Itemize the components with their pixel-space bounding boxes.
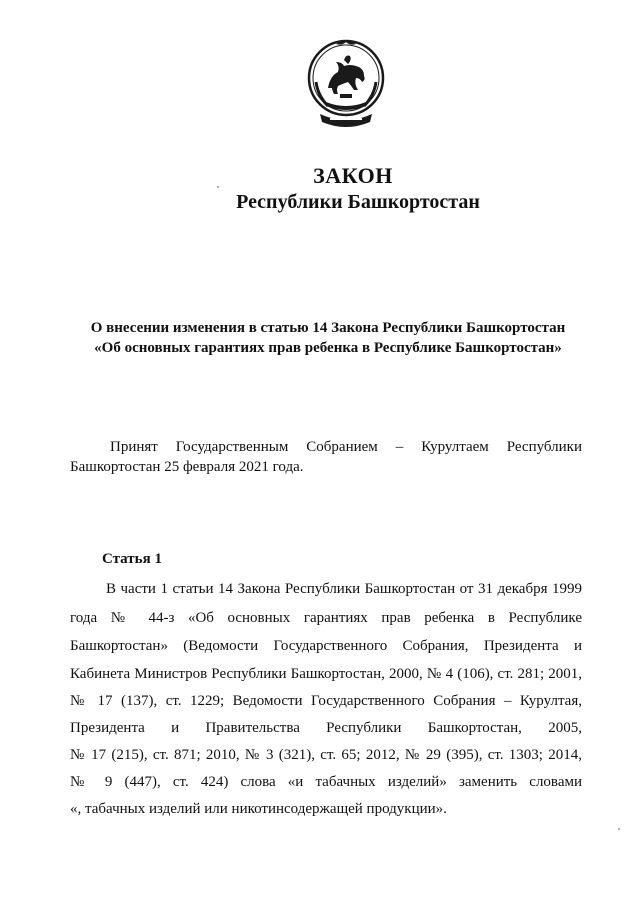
document-title: ЗАКОН bbox=[313, 163, 393, 188]
scan-speck bbox=[618, 828, 620, 830]
article-text-line: Кабинета Министров Республики Башкортостан, 2000, № 4 (106), ст. 281; 2001, bbox=[70, 666, 582, 682]
article-text-line: В части 1 статьи 14 Закона Республики Башкортостан от 31 декабря 1999 bbox=[106, 581, 582, 597]
document-subtitle: Республики Башкортостан bbox=[236, 191, 480, 213]
article-text-line: № 9 (447), ст. 424) слова «и табачных изделий» заменить словами bbox=[70, 774, 582, 790]
article-text-line: Президента и Правительства Республики Башкортостан, 2005, bbox=[70, 720, 582, 736]
law-heading-line-1: О внесении изменения в статью 14 Закона Республики Башкортостан bbox=[90, 320, 566, 336]
article-text-line: № 17 (215), ст. 871; 2010, № 3 (321), ст. 65; 2012, № 29 (395), ст. 1303; 2014, bbox=[70, 747, 582, 763]
article-text-line: «, табачных изделий или никотинсодержащей продукции». bbox=[70, 801, 447, 817]
adoption-note-line-1: Принят Государственным Собранием – Курултаем Республики bbox=[110, 439, 582, 455]
adoption-note-line-2: Башкортостан 25 февраля 2021 года. bbox=[70, 459, 304, 475]
law-heading-line-2: «Об основных гарантиях прав ребенка в Республике Башкортостан» bbox=[94, 340, 562, 356]
coat-of-arms-icon bbox=[306, 36, 386, 132]
article-text-line: года № 44-з «Об основных гарантиях прав ребенка в Республике bbox=[70, 610, 582, 626]
article-title: Статья 1 bbox=[102, 551, 162, 567]
scan-speck bbox=[217, 186, 219, 188]
article-text-line: Башкортостан» (Ведомости Государственного Собрания, Президента и bbox=[70, 638, 582, 654]
article-text-line: № 17 (137), ст. 1229; Ведомости Государственного Собрания – Курултая, bbox=[70, 693, 582, 709]
